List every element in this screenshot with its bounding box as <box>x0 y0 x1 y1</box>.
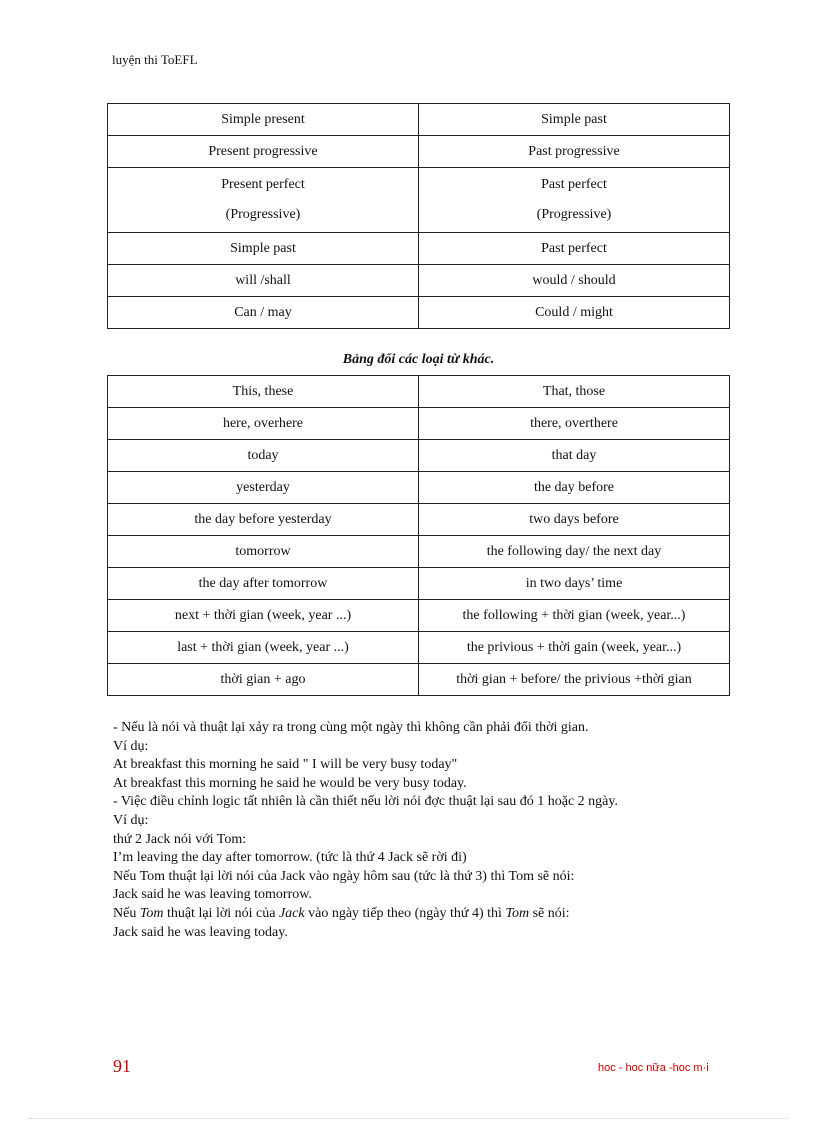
table-cell: the day before <box>419 472 730 504</box>
table-row <box>108 536 730 568</box>
table-cell: Present progressive <box>108 136 419 168</box>
table-cell: the day after tomorrow <box>108 568 419 600</box>
table-cell: This, these <box>108 376 419 408</box>
note-line: At breakfast this morning he said he would be very busy today. <box>113 775 467 791</box>
table-cell: Simple past <box>419 104 730 136</box>
note-text: vào ngày tiếp theo (ngày thứ 4) thì <box>304 905 506 921</box>
table-cell: Past perfect <box>419 233 730 265</box>
note-text: sẽ nói: <box>529 905 570 921</box>
cell-line: (Progressive) <box>225 207 301 222</box>
note-line: Ví dụ: <box>113 812 149 828</box>
table-cell: the following day/ the next day <box>419 536 730 568</box>
table-cell: today <box>108 440 419 472</box>
table-cell: yesterday <box>108 472 419 504</box>
note-line: - Việc điều chỉnh logic tất nhiên là cần thiết nếu lời nói đợc thuật lại sau đó 1 hoặc 2 ngày. <box>113 794 618 810</box>
table-row <box>108 504 730 536</box>
bottom-divider <box>28 1118 788 1119</box>
table-row <box>108 440 730 472</box>
table-cell: Past progressive <box>419 136 730 168</box>
note-line: Nếu Tom thuật lại lời nói của Jack vào ngày hôm sau (tức là thứ 3) thì Tom sẽ nói: <box>113 868 575 884</box>
table-row <box>108 376 730 408</box>
table-row <box>108 136 730 168</box>
note-name-italic: Tom <box>505 905 530 921</box>
note-line: thứ 2 Jack nói với Tom: <box>113 831 247 847</box>
table-cell: Can / may <box>108 297 419 329</box>
table-cell: the day before yesterday <box>108 504 419 536</box>
note-line <box>113 905 733 924</box>
note-text: thuật lại lời nói của <box>163 905 279 921</box>
table-row <box>108 233 730 265</box>
table-cell: the privious + thời gain (week, year...) <box>419 632 730 664</box>
note-text: Nếu <box>113 905 140 921</box>
note-line: Jack said he was leaving tomorrow. <box>113 887 312 903</box>
words-table <box>107 375 730 696</box>
table-cell: Could / might <box>419 297 730 329</box>
table-row <box>108 600 730 632</box>
table-row <box>108 265 730 297</box>
table-cell: tomorrow <box>108 536 419 568</box>
table-cell <box>108 168 419 233</box>
table-cell: there, overthere <box>419 408 730 440</box>
table-cell: that day <box>419 440 730 472</box>
note-line: - Nếu là nói và thuật lại xảy ra trong cùng một ngày thì không cần phải đổi thời gian. <box>113 720 589 735</box>
table-row <box>108 664 730 696</box>
table-cell: would / should <box>419 265 730 297</box>
cell-line: Present perfect <box>221 177 305 192</box>
table-row <box>108 568 730 600</box>
table-cell: two days before <box>419 504 730 536</box>
table-row <box>108 472 730 504</box>
table-row <box>108 632 730 664</box>
header-title: luyện thi ToEFL <box>112 52 198 67</box>
table-row <box>108 168 730 233</box>
note-line: At breakfast this morning he said " I will be very busy today" <box>113 757 458 773</box>
note-line: Ví dụ: <box>113 738 149 754</box>
table-cell: thời gian + before/ the privious +thời gian <box>419 664 730 696</box>
cell-line: (Progressive) <box>536 207 612 222</box>
table-cell: the following + thời gian (week, year...) <box>419 600 730 632</box>
table-cell: here, overhere <box>108 408 419 440</box>
table-cell: That, those <box>419 376 730 408</box>
note-line: Jack said he was leaving today. <box>113 924 288 940</box>
tenses-table <box>107 103 730 329</box>
table-cell: will /shall <box>108 265 419 297</box>
note-name-italic: Tom <box>139 905 164 921</box>
page-number: 91 <box>113 1056 131 1076</box>
table-cell: Simple past <box>108 233 419 265</box>
table-cell: Simple present <box>108 104 419 136</box>
table-cell: next + thời gian (week, year ...) <box>108 600 419 632</box>
table-row <box>108 104 730 136</box>
cell-line: Past perfect <box>541 177 607 192</box>
table-caption: Bảng đổi các loại từ khác. <box>342 352 495 367</box>
table-cell: last + thời gian (week, year ...) <box>108 632 419 664</box>
note-line: I’m leaving the day after tomorrow. (tức là thứ 4 Jack sẽ rời đi) <box>113 850 467 866</box>
table-cell: in two days’ time <box>419 568 730 600</box>
note-name-italic: Jack <box>278 905 305 921</box>
table-cell: thời gian + ago <box>108 664 419 696</box>
table-row <box>108 408 730 440</box>
notes-section <box>113 719 733 942</box>
footer-slogan: hoc - hoc nữa -hoc m·i <box>598 1062 709 1074</box>
table-cell <box>419 168 730 233</box>
table-row <box>108 297 730 329</box>
